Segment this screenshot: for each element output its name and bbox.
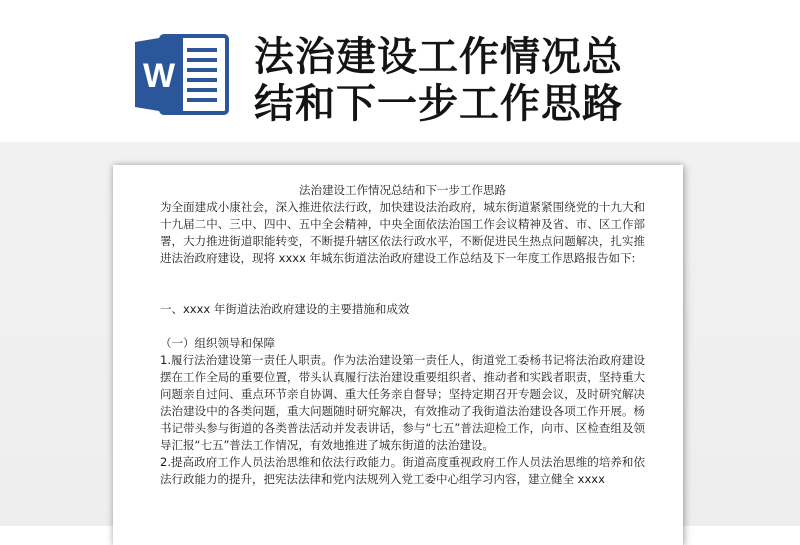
item-paragraph-2: 2.提高政府工作人员法治思维和依法行政能力。街道高度重视政府工作人员法治思维的培养和依法行政能力的提升，把宪法法律和党内法规列入党工委中心组学习内容，建立健全 xxxx [160,455,645,486]
section-heading: 一、xxxx 年街道法治政府建设的主要措施和成效 [160,302,410,316]
item-paragraph-1: 1.履行法治建设第一责任人职责。作为法治建设第一责任人，街道党工委杨书记将法治政府建设摆在工作全局的重要位置，带头认真履行法治建设重要组织者、推动者和实践者职责，坚持重大问题亲自过问、重点环节亲自协调、重大任务亲自督导；坚持定期召开专题会议，及时研究解决法治建设中的各类问题，重大问题随时研究解决，有效推动了我街道法治建设各项工作开展。杨书记带头参与街道的各类普法活动并发表讲话，参与“七五”普法迎检工作，向市、区检查组及领导汇报“七五”普法工作情况，有效地推进了城东街道的法治建设。 [160,353,645,452]
banner [0,0,800,142]
title-line-2: 结和下一步工作思路 [254,81,623,127]
document-page [113,165,683,545]
intro-paragraph: 为全面建成小康社会，深入推进依法行政，加快建设法治政府，城东街道紧紧围绕党的十九大和十九届二中、三中、四中、五中全会精神，中央全面依法治国工作会议精神及省、市、区工作部署，大力推进街道职能转变，不断提升辖区依法行政水平，不断促进民生热点问题解决，扎实推进法治政府建设，现将 xxxx 年城东街道法治政府建设工作总结及下一年度工作思路报告如下: [160,200,645,265]
page-title [254,34,724,128]
title-line-1: 法治建设工作情况总 [254,34,623,80]
word-icon [131,32,231,117]
subsection-heading: （一）组织领导和保障 [160,336,275,350]
document-content [160,182,645,488]
document-heading: 法治建设工作情况总结和下一步工作思路 [299,183,506,197]
svg-text:W: W [142,57,176,95]
